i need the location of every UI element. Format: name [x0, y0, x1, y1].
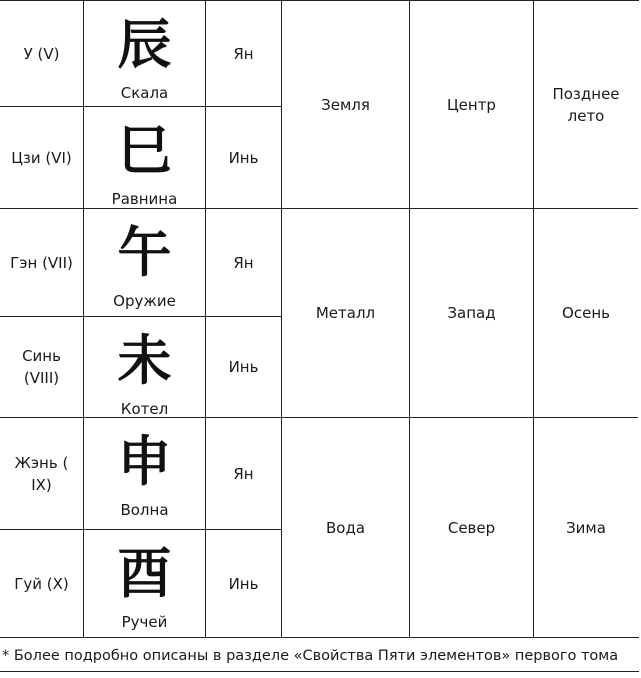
- character-cell: [84, 1, 206, 107]
- element-cell: [282, 1, 410, 209]
- character-cell: [84, 107, 206, 209]
- character-name: Оружие: [113, 292, 176, 310]
- season-label: Позднее лето: [552, 84, 620, 125]
- polarity-label: Инь: [228, 575, 259, 593]
- polarity-cell: [206, 209, 282, 317]
- element-label: Вода: [325, 519, 366, 537]
- stem-cell: [0, 418, 84, 530]
- polarity-label: Инь: [228, 358, 259, 376]
- stem-label: Синь (VIII): [22, 347, 61, 387]
- polarity-label: Ян: [233, 44, 254, 63]
- polarity-cell: [206, 317, 282, 418]
- polarity-label: Инь: [228, 148, 259, 167]
- character-name: Скала: [120, 84, 169, 102]
- character-cell: [84, 317, 206, 418]
- hanzi-character: 酉: [117, 541, 172, 605]
- element-label: Металл: [315, 304, 376, 322]
- hanzi-character: 午: [117, 220, 172, 284]
- polarity-label: Ян: [233, 464, 254, 483]
- direction-cell: [410, 209, 534, 418]
- stem-label: У (V): [23, 44, 60, 63]
- season-label: Осень: [562, 304, 610, 322]
- polarity-label: Ян: [233, 253, 254, 272]
- stem-cell: [0, 530, 84, 638]
- direction-label: Центр: [447, 95, 496, 114]
- character-name: Ручей: [121, 613, 168, 631]
- stem-label: Гэн (VII): [10, 253, 73, 272]
- hanzi-character: 申: [117, 429, 172, 493]
- character-cell: [84, 209, 206, 317]
- element-label: Земля: [321, 95, 370, 114]
- season-cell: [534, 209, 638, 418]
- stem-label: Жэнь ( IX): [14, 453, 69, 494]
- stem-cell: [0, 107, 84, 209]
- hanzi-character: 辰: [117, 12, 172, 76]
- hanzi-character: 未: [117, 328, 172, 392]
- season-cell: [534, 418, 638, 638]
- character-name: Котел: [120, 400, 169, 418]
- polarity-cell: [206, 418, 282, 530]
- polarity-cell: [206, 1, 282, 107]
- stem-cell: [0, 209, 84, 317]
- polarity-cell: [206, 107, 282, 209]
- character-cell: [84, 418, 206, 530]
- polarity-cell: [206, 530, 282, 638]
- direction-label: Север: [447, 519, 496, 537]
- direction-cell: [410, 418, 534, 638]
- direction-cell: [410, 1, 534, 209]
- element-cell: [282, 209, 410, 418]
- direction-label: Запад: [447, 304, 496, 322]
- element-cell: [282, 418, 410, 638]
- footnote-divider: [0, 671, 639, 672]
- character-name: Волна: [120, 501, 169, 519]
- stem-cell: [0, 1, 84, 107]
- character-name: Равнина: [111, 190, 178, 208]
- character-cell: [84, 530, 206, 638]
- stem-cell: [0, 317, 84, 418]
- season-label: Зима: [566, 519, 606, 537]
- stem-label: Цзи (VI): [11, 148, 72, 167]
- season-cell: [534, 1, 638, 209]
- stem-label: Гуй (X): [14, 575, 69, 593]
- footnote: * Более подробно описаны в разделе «Свойства Пяти элементов» первого тома: [2, 648, 619, 664]
- hanzi-character: 巳: [117, 118, 172, 182]
